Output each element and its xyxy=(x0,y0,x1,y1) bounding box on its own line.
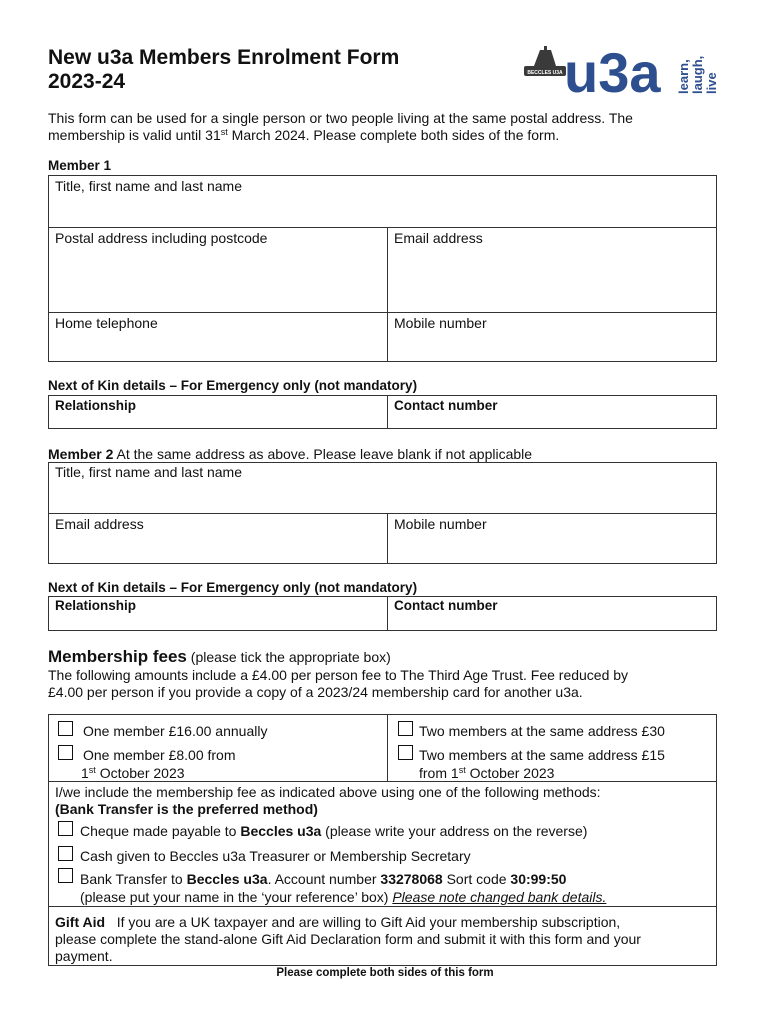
member2-heading: Member 2 At the same address as above. Please leave blank if not applicable xyxy=(48,446,533,462)
member1-email-label: Email address xyxy=(394,230,483,246)
member1-table xyxy=(48,175,717,362)
pay-bank-label: Bank Transfer to Beccles u3a. Account number 33278068 Sort code 30:99:50 (please put your name in the ‘your reference’ box) Please note changed bank details. xyxy=(80,871,607,905)
nok1-heading: Next of Kin details – For Emergency only (not mandatory) xyxy=(48,378,418,393)
fees-payment-table xyxy=(48,714,717,966)
pay-cheque-label: Cheque made payable to Beccles u3a (please write your address on the reverse) xyxy=(80,823,588,839)
logo-wordmark: u3a xyxy=(564,42,661,98)
opt-two-members-october-checkbox[interactable] xyxy=(398,745,413,760)
page-title: New u3a Members Enrolment Form 2023-24 xyxy=(48,46,400,93)
nok2-table xyxy=(48,596,717,631)
member2-mobile-label: Mobile number xyxy=(394,516,487,532)
fees-description: The following amounts include a £4.00 per person fee to The Third Age Trust. Fee reduced by £4.00 per person if you provide a copy of a 2023/24 membership card for another u3a. xyxy=(48,667,629,700)
opt-two-members-annual-label: Two members at the same address £30 xyxy=(419,723,665,739)
nok2-relationship-label: Relationship xyxy=(55,598,137,613)
member2-name-label: Title, first name and last name xyxy=(55,464,243,480)
fees-heading: Membership fees (please tick the appropriate box) xyxy=(48,647,391,666)
gift-aid-text: Gift Aid If you are a UK taxpayer and are willing to Gift Aid your membership subscription, please complete the stand-alone Gift Aid Declaration form and submit it with this form and your payment. xyxy=(55,914,641,964)
nok2-contact-label: Contact number xyxy=(394,598,498,613)
payment-intro: I/we include the membership fee as indicated above using one of the following methods: xyxy=(55,784,601,800)
member1-mobile-label: Mobile number xyxy=(394,315,487,331)
svg-text:laugh,: laugh, xyxy=(690,55,705,94)
member1-heading: Member 1 xyxy=(48,158,112,173)
opt-two-members-annual-checkbox[interactable] xyxy=(398,721,413,736)
nok1-relationship-label: Relationship xyxy=(55,398,137,413)
opt-two-members-october-label: Two members at the same address £15 from 1st October 2023 xyxy=(419,747,665,781)
opt-one-member-annual-checkbox[interactable] xyxy=(58,721,73,736)
u3a-logo xyxy=(520,42,725,98)
opt-one-member-annual-label: One member £16.00 annually xyxy=(83,723,268,739)
svg-text:live: live xyxy=(704,72,719,94)
pay-bank-checkbox[interactable] xyxy=(58,868,73,883)
member2-email-label: Email address xyxy=(55,516,144,532)
nok1-table xyxy=(48,395,717,429)
payment-preferred-note: (Bank Transfer is the preferred method) xyxy=(55,801,318,817)
pay-cash-label: Cash given to Beccles u3a Treasurer or Membership Secretary xyxy=(80,848,471,864)
nok2-heading: Next of Kin details – For Emergency only (not mandatory) xyxy=(48,580,418,595)
changed-bank-details-note: Please note changed bank details. xyxy=(392,889,607,905)
member2-table xyxy=(48,462,717,564)
member1-name-label: Title, first name and last name xyxy=(55,178,243,194)
logo-badge-text: BECCLES U3A xyxy=(527,70,563,76)
member1-home-tel-label: Home telephone xyxy=(55,315,158,331)
opt-one-member-october-label: One member £8.00 from 1st October 2023 xyxy=(81,747,236,781)
pay-cheque-checkbox[interactable] xyxy=(58,821,73,836)
opt-one-member-october-checkbox[interactable] xyxy=(58,745,73,760)
pay-cash-checkbox[interactable] xyxy=(58,846,73,861)
member1-address-label: Postal address including postcode xyxy=(55,230,268,246)
nok1-contact-label: Contact number xyxy=(394,398,498,413)
intro-text: This form can be used for a single person or two people living at the same postal address. The membership is valid until 31st March 2024. Please complete both sides of the form. xyxy=(48,110,633,143)
footer-note: Please complete both sides of this form xyxy=(276,967,494,979)
svg-text:learn,: learn, xyxy=(676,59,691,94)
